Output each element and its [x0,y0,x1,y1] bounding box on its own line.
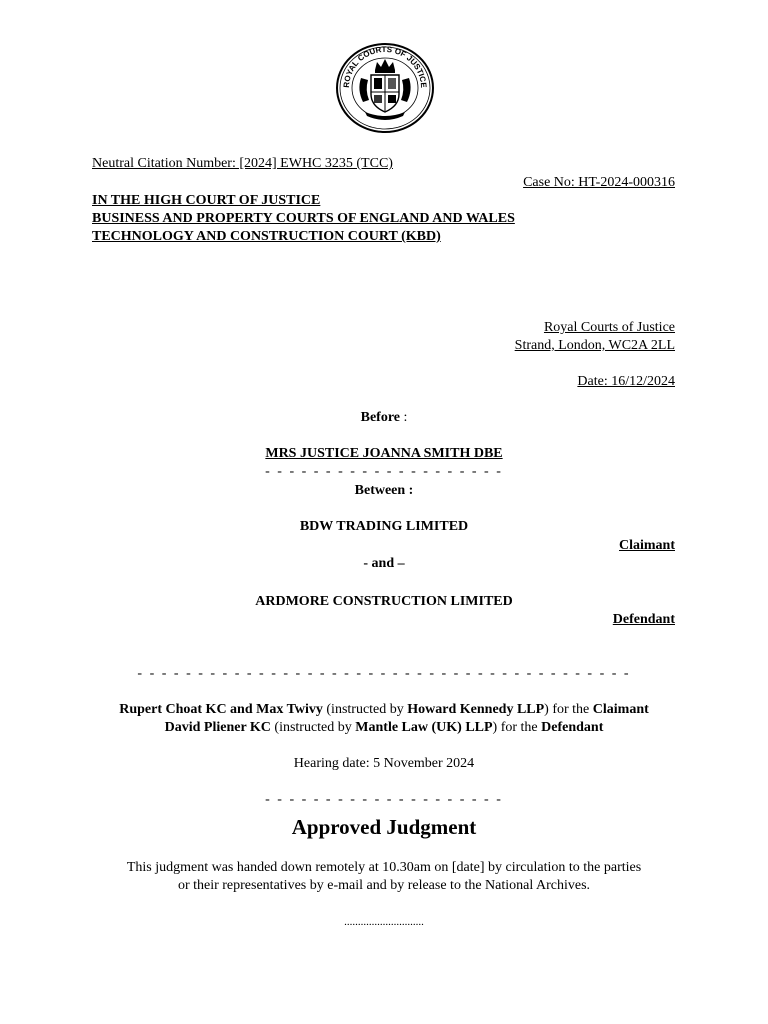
royal-courts-seal [335,42,435,134]
handdown-notice-line-1: This judgment was handed down remotely at 10.30am on [date] by circulation to the parties [126,860,642,875]
handdown-notice-line-2: or their representatives by e-mail and by release to the National Archives. [177,878,591,893]
separator-short-1: - - - - - - - - - - - - - - - - - - - - [265,464,503,479]
court-location-line-2: Strand, London, WC2A 2LL [514,338,675,353]
between-label: Between : [354,483,414,498]
judge-name: MRS JUSTICE JOANNA SMITH DBE [265,446,503,461]
before-label [0,409,768,427]
case-number: Case No: HT-2024-000316 [523,175,675,190]
defendant-counsel-names: David Pliener KC [164,720,271,735]
crown-icon [375,59,395,73]
unicorn-supporter-icon [401,78,411,102]
lion-supporter-icon [359,78,369,102]
separator-short-2: - - - - - - - - - - - - - - - - - - - - [265,792,503,807]
before-colon: : [400,410,408,425]
court-line-2: BUSINESS AND PROPERTY COURTS OF ENGLAND AND WALES [92,211,515,226]
defendant-instructed-text: (instructed by [270,720,356,735]
claimant-solicitor: Howard Kennedy LLP [407,702,545,717]
and-separator: - and – [363,556,405,571]
court-line-1: IN THE HIGH COURT OF JUSTICE [92,193,321,208]
claimant-party-label: Claimant [592,702,649,717]
separator-long: - - - - - - - - - - - - - - - - - - - - - - - - - - - - - - - - - - - - - - - - - [137,666,631,681]
motto-scroll [365,112,405,120]
court-location-line-1: Royal Courts of Justice [543,320,675,335]
claimant-name: BDW TRADING LIMITED [299,519,469,534]
court-line-3: TECHNOLOGY AND CONSTRUCTION COURT (KBD) [92,229,441,244]
defendant-solicitor: Mantle Law (UK) LLP [355,720,493,735]
signature-line: ............................. [344,916,424,928]
claimant-for-text: ) for the [544,702,593,717]
seal-text: ROYAL COURTS OF JUSTICE [341,44,429,89]
judgment-title: Approved Judgment [291,815,477,839]
defendant-name: ARDMORE CONSTRUCTION LIMITED [255,594,513,609]
before-text: Before [360,410,400,425]
defendant-party-label: Defendant [541,720,604,735]
defendant-for-text: ) for the [492,720,542,735]
defendant-role: Defendant [612,612,675,627]
counsel-claimant [0,701,768,719]
claimant-counsel-names: Rupert Choat KC and Max Twivy [119,702,323,717]
shield-icon [371,75,399,112]
neutral-citation: Neutral Citation Number: [2024] EWHC 3235 (TCC) [92,156,393,171]
hearing-date: Hearing date: 5 November 2024 [293,756,475,771]
counsel-defendant [0,719,768,737]
judgment-date: Date: 16/12/2024 [577,374,675,389]
claimant-instructed-text: (instructed by [322,702,408,717]
claimant-role: Claimant [619,538,675,553]
